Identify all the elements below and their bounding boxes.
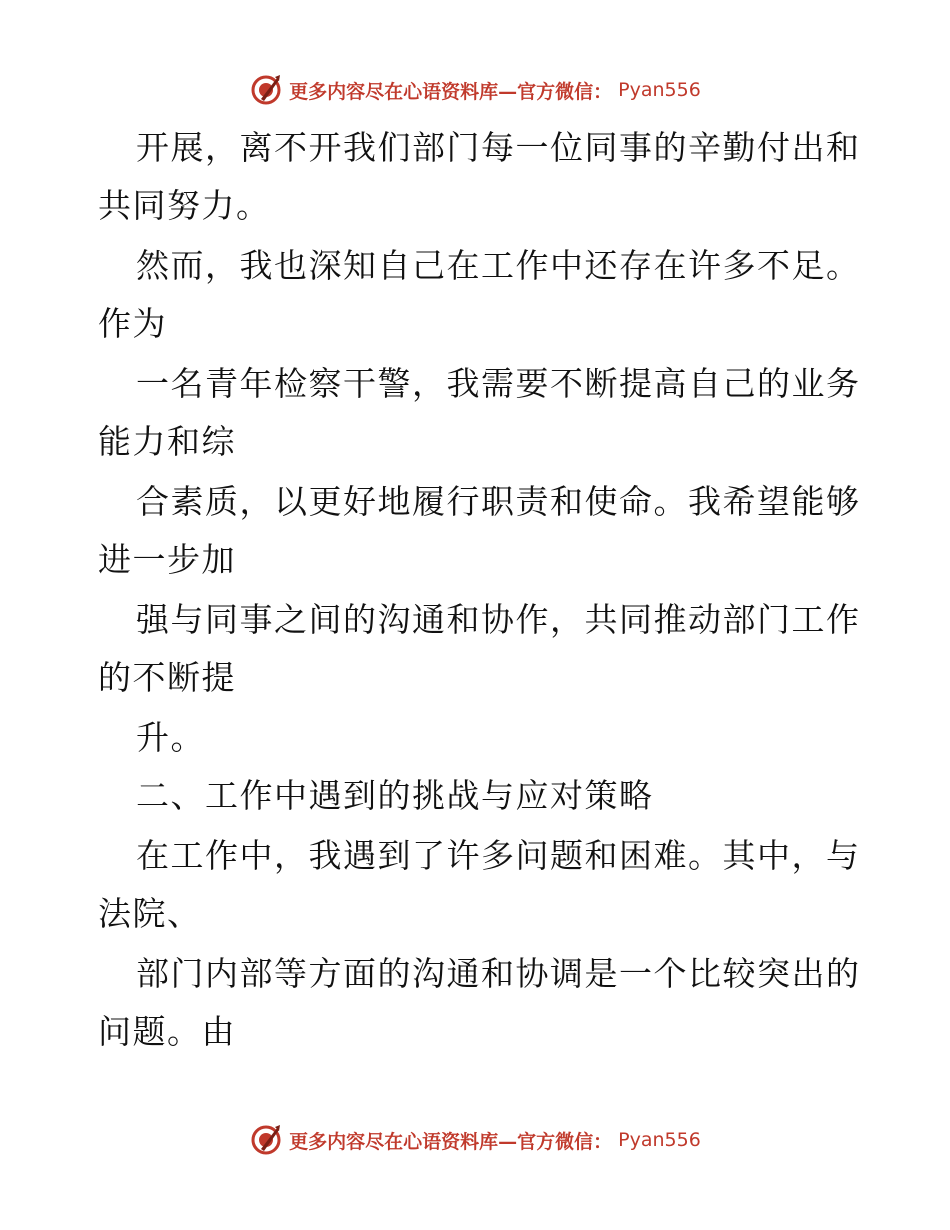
text-line: 部门内部等方面的沟通和协调是一个比较突出的 — [136, 954, 861, 993]
text-line: 进一步加 — [98, 540, 236, 579]
text-line: 作为 — [98, 304, 167, 343]
text-line: 法院、 — [98, 894, 202, 933]
text-line: 问题。由 — [98, 1012, 236, 1051]
section-heading: 二、工作中遇到的挑战与应对策略 — [136, 776, 654, 815]
text-line: 能力和综 — [98, 422, 236, 461]
footer-banner — [0, 1120, 950, 1160]
quill-seal-icon — [249, 73, 283, 107]
text-line: 一名青年检察干警，我需要不断提高自己的业务 — [136, 364, 861, 403]
text-line: 强与同事之间的沟通和协作，共同推动部门工作 — [136, 600, 861, 639]
text-line: 开展，离不开我们部门每一位同事的辛勤付出和 — [136, 128, 861, 167]
text-line: 合素质，以更好地履行职责和使命。我希望能够 — [136, 482, 861, 521]
quill-seal-icon — [249, 1123, 283, 1157]
text-line: 共同努力。 — [98, 186, 271, 225]
header-banner — [0, 70, 950, 110]
text-line: 然而，我也深知自己在工作中还存在许多不足。 — [136, 246, 861, 285]
banner-brand-text: 更多内容尽在心语资料库—官方微信： — [289, 1130, 613, 1153]
text-line: 升。 — [136, 718, 205, 757]
banner-brand-text: 更多内容尽在心语资料库—官方微信： — [289, 80, 613, 103]
banner-wechat-id: Pyan556 — [618, 1129, 701, 1151]
text-line: 在工作中，我遇到了许多问题和困难。其中，与 — [136, 836, 861, 875]
text-line: 的不断提 — [98, 658, 236, 697]
banner-wechat-id: Pyan556 — [618, 79, 701, 101]
